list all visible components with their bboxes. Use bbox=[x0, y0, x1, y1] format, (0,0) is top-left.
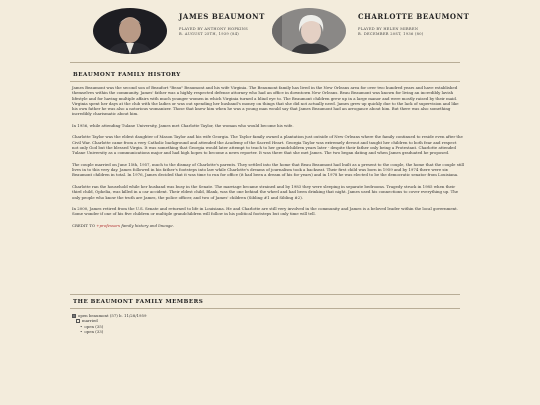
tree-child-label: open (35) bbox=[84, 323, 104, 329]
credit-text: family history and lineage. bbox=[121, 222, 174, 228]
person-portrait-icon bbox=[272, 8, 346, 54]
character-card-charlotte bbox=[272, 8, 469, 54]
character-name: JAMES BEAUMONT bbox=[179, 12, 265, 21]
tree-child-label: open (33) bbox=[84, 328, 104, 334]
history-paragraph: Charlotte ran the household while her husband was busy in the Senate. The marriage became strained and by 1983 they were sleeping in separate bedrooms. Tragedy struck in 1985 when their third child, Ophelia, was killed in a car accident. Their eldest child, Blank, was the one behind the wheel and had been drinking that night. James used his connections to cover everything up. The only people who know the truth are James, the police officer, and two of James' children (Sibling #1 and Sibling #2). bbox=[72, 183, 459, 200]
divider bbox=[70, 81, 460, 82]
collapse-toggle-icon[interactable] bbox=[72, 314, 76, 318]
tree-married-label: married bbox=[82, 318, 98, 324]
divider bbox=[70, 294, 460, 295]
portrait-james bbox=[93, 8, 167, 54]
credit-link[interactable]: +professors bbox=[96, 222, 121, 228]
character-card-james bbox=[93, 8, 265, 54]
credit-label: CREDIT TO bbox=[72, 222, 96, 228]
bullet-icon: • bbox=[80, 328, 83, 334]
bullet-icon: • bbox=[80, 323, 83, 329]
history-paragraph: James Beaumont was the second son of Beaufort "Beau" Beaumont and his wife Virginia. The Beaumont family has lived in the New Orleans area for over two hundred years and have established themselves within the community. James' father was a highly respected defense attorney who had an office in downtown New Orleans. Beau Beaumont was known for living an incredibly lavish lifestyle and for having multiple affairs with much younger women in which Virginia turned a blind eye to. The Beaumont children grew up in a large manor and were mostly raised by their maid. Virginia spent her days at the club with the ladies or was out spending her husband's money on things that she did not actually need. James grew up quickly due to the lack of supervision and like his own father he was also a notorious womanizer. Those that knew him when he was a young man would say that James Beaumont had an arrogance about him. But there was also something incredibly charismatic about him. bbox=[72, 85, 459, 117]
character-played-by: PLAYED BY ANTHONY HOPKINS bbox=[179, 27, 248, 31]
history-title: BEAUMONT FAMILY HISTORY bbox=[73, 72, 181, 78]
members-title: THE BEAUMONT FAMILY MEMBERS bbox=[73, 299, 204, 305]
divider bbox=[70, 62, 460, 63]
character-born: B. DECEMBER 20ST, 1936 (80) bbox=[358, 32, 424, 36]
credit-line bbox=[72, 223, 464, 228]
collapse-toggle-icon[interactable] bbox=[76, 319, 80, 323]
family-tree bbox=[72, 313, 146, 334]
character-played-by: PLAYED BY HELEN MIRREN bbox=[358, 27, 419, 31]
person-portrait-icon bbox=[93, 8, 167, 54]
history-paragraph: The couple married on June 15th, 1957, much to the dismay of Charlotte's parents. They settled into the home that Beau Beaumont had built as a present to the couple, the home that the couple still lives in to this very day. James followed in his father's footsteps into law while Charlotte's dreams of journalism took a backseat. Their first child was born in 1959 and by 1974 there were six Beaumont children in total. In 1976, James decided that it was time to run for office (it had been a dream of his for years) and in 1978 he was elected to be the democratic senator from Louisiana. bbox=[72, 161, 464, 178]
history-paragraph: Charlotte Taylor was the eldest daughter of Mason Taylor and his wife Georgia. The Taylor family owned a plantation just outside of New Orleans where the family continued to reside even after the Civil War. Charlotte came from a very Catholic background and attended the Academy of the Sacred Heart. Georgia Taylor was extremely devout and taught her children to both fear and respect not only God but the blessed Virgin. It was something that Georgia would later attempt to teach to her grandchildren years later - despite their father only being a Protestant. Charlotte attended Tulane University as a communications major and had high hopes to become a news reporter. It was there that she met James. The two began dating and when James graduated he proposed. bbox=[72, 134, 463, 156]
character-born: B. AUGUST 25TH, 1939 (84) bbox=[179, 32, 240, 36]
portrait-charlotte bbox=[272, 8, 346, 54]
history-body bbox=[72, 85, 464, 234]
divider bbox=[70, 308, 460, 309]
tree-child[interactable] bbox=[72, 329, 146, 334]
tree-root-label: open beaumont (57) b. 11/28/1959 bbox=[78, 313, 147, 318]
history-paragraph: In 2000, James retired from the U.S. Senate and returned to life in Louisiana. He and Charlotte are still very involved in the community and James is a beloved leader within the local government. Some wonder if one of his five children or multiple grandchildren will follow in his political footsteps but only time will tell. bbox=[72, 205, 458, 217]
character-name: CHARLOTTE BEAUMONT bbox=[358, 12, 470, 21]
history-paragraph: In 1956, while attending Tulane University, James met Charlotte Taylor, the woman who would become his wife. bbox=[72, 122, 294, 128]
